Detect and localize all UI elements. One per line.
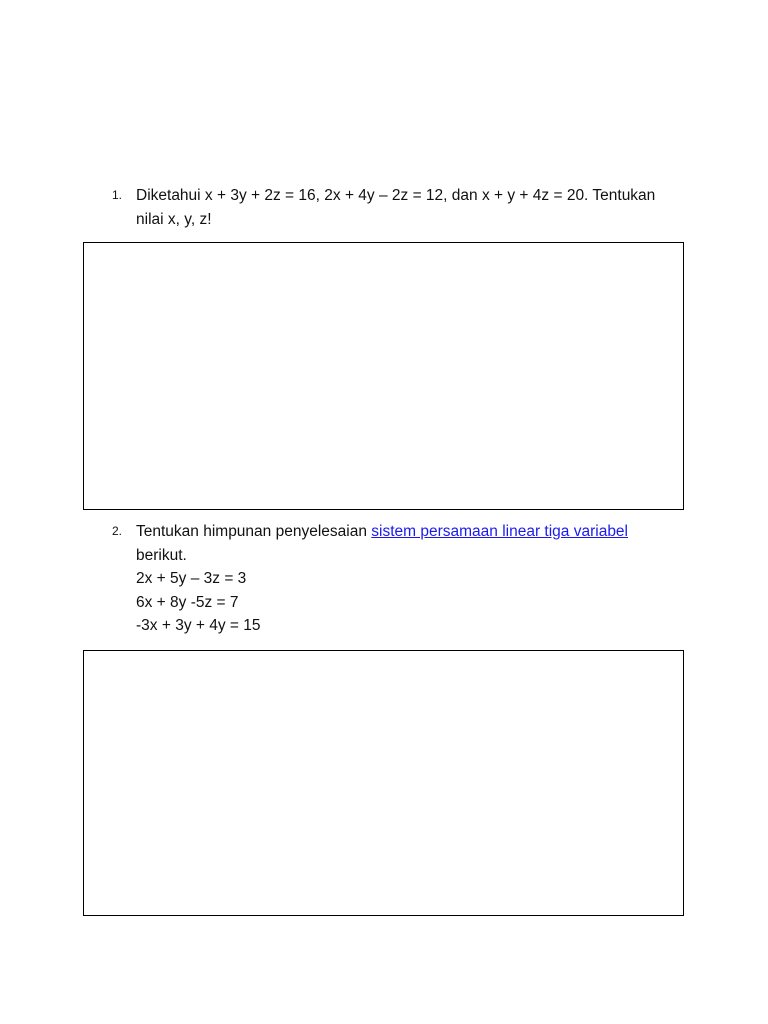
answer-box-1[interactable] [83,242,684,510]
question-number: 2. [112,524,123,538]
equation-line: -3x + 3y + 4y = 15 [136,617,261,634]
question-intro: Tentukan himpunan penyelesaian [136,523,372,540]
equation-line: 2x + 5y – 3z = 3 [136,570,247,587]
question-line: berikut. [136,546,187,564]
spltv-link[interactable]: sistem persamaan linear tiga variabel [371,523,628,540]
question-line: Diketahui x + 3y + 2z = 16, 2x + 4y – 2z = 12, dan x + y + 4z = 20. Tentukan [136,187,656,204]
question-text [136,184,676,231]
question-2 [112,520,676,638]
question-number: 1. [112,188,123,202]
question-line [136,520,676,544]
question-line: nilai x, y, z! [136,210,212,228]
equation-line: 6x + 8y -5z = 7 [136,593,239,611]
question-text [136,520,676,638]
answer-box-2[interactable] [83,650,684,916]
question-1 [112,184,676,231]
